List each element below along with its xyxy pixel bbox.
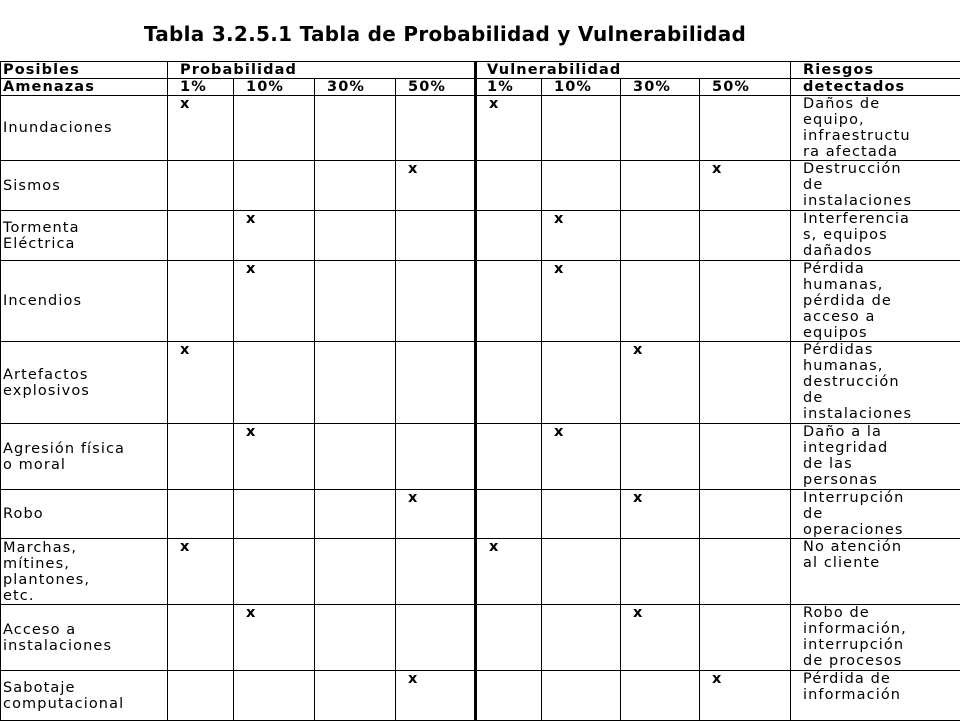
vulnerability-mark: x	[489, 96, 499, 112]
vuln-level-header: 50%	[700, 79, 791, 96]
vulnerability-cell	[621, 490, 700, 539]
threat-cell	[1, 261, 168, 342]
probability-cell	[396, 539, 476, 605]
threat-line: Artefactos	[3, 367, 167, 383]
prob-level-header: 1%	[168, 79, 234, 96]
threat-line: Inundaciones	[3, 120, 167, 136]
risk-cell	[791, 161, 960, 211]
probability-cell	[168, 161, 234, 211]
risk-line: al cliente	[803, 555, 960, 571]
probability-header: Probabilidad	[168, 62, 476, 79]
vulnerability-mark: x	[633, 342, 643, 358]
probability-mark: x	[246, 211, 256, 227]
vulnerability-cell	[700, 605, 791, 671]
threat-line: Acceso a	[3, 622, 167, 638]
header-row-2	[1, 79, 960, 96]
vulnerability-cell	[700, 96, 791, 161]
probability-cell	[315, 424, 396, 490]
table-row	[1, 605, 960, 671]
probability-cell	[315, 211, 396, 261]
vulnerability-cell	[476, 261, 542, 342]
threat-line: etc.	[3, 588, 167, 604]
vulnerability-cell	[621, 342, 700, 424]
vulnerability-cell	[700, 211, 791, 261]
vulnerability-cell	[542, 490, 621, 539]
risk-line: dañados	[803, 243, 960, 259]
probability-cell	[396, 96, 476, 161]
risk-line: Daño a la	[803, 424, 960, 440]
vulnerability-cell	[476, 424, 542, 490]
risk-line: Interferencia	[803, 211, 960, 227]
risk-line: equipos	[803, 325, 960, 341]
probability-cell	[168, 605, 234, 671]
vulnerability-cell	[621, 424, 700, 490]
vulnerability-cell	[542, 161, 621, 211]
vulnerability-cell	[621, 261, 700, 342]
vulnerability-cell	[542, 342, 621, 424]
table-row	[1, 211, 960, 261]
vulnerability-cell	[542, 261, 621, 342]
risk-line: de	[803, 177, 960, 193]
threat-line: mítines,	[3, 556, 167, 572]
threat-line: instalaciones	[3, 638, 167, 654]
vulnerability-header: Vulnerabilidad	[476, 62, 791, 79]
risk-line: de las	[803, 456, 960, 472]
vulnerability-cell	[476, 490, 542, 539]
risk-line: Daños de	[803, 96, 960, 112]
vulnerability-cell	[542, 424, 621, 490]
risks-header: Riesgos	[791, 62, 960, 79]
risk-line: interrupción	[803, 637, 960, 653]
threat-cell	[1, 605, 168, 671]
prob-level-header: 10%	[234, 79, 315, 96]
probability-cell	[234, 424, 315, 490]
probability-cell	[315, 539, 396, 605]
probability-cell	[315, 671, 396, 721]
probability-cell	[234, 671, 315, 721]
risk-line: Interrupción	[803, 490, 960, 506]
risk-line: información	[803, 687, 960, 703]
vuln-level-header: 10%	[542, 79, 621, 96]
table-row	[1, 261, 960, 342]
probability-cell	[234, 211, 315, 261]
risk-line: acceso a	[803, 309, 960, 325]
vulnerability-cell	[476, 539, 542, 605]
threat-line: Sismos	[3, 178, 167, 194]
threat-line: Robo	[3, 506, 167, 522]
vulnerability-cell	[621, 671, 700, 721]
risk-line: s, equipos	[803, 227, 960, 243]
risk-cell	[791, 342, 960, 424]
probability-cell	[234, 96, 315, 161]
probability-cell	[315, 342, 396, 424]
probability-cell	[315, 96, 396, 161]
risk-line: instalaciones	[803, 193, 960, 209]
probability-vulnerability-table	[0, 61, 960, 721]
risk-line: de	[803, 390, 960, 406]
risk-line: de procesos	[803, 653, 960, 669]
risk-cell	[791, 539, 960, 605]
vulnerability-cell	[542, 671, 621, 721]
risk-line: Pérdida	[803, 261, 960, 277]
vulnerability-cell	[476, 605, 542, 671]
risks-header-line2: detectados	[791, 79, 960, 96]
threat-cell	[1, 671, 168, 721]
vulnerability-cell	[476, 342, 542, 424]
probability-cell	[315, 261, 396, 342]
risk-line: infraestructu	[803, 128, 960, 144]
probability-cell	[168, 539, 234, 605]
vulnerability-cell	[476, 671, 542, 721]
risk-line: Pérdida de	[803, 671, 960, 687]
probability-cell	[168, 342, 234, 424]
vulnerability-cell	[476, 161, 542, 211]
threat-line: explosivos	[3, 383, 167, 399]
vulnerability-cell	[700, 161, 791, 211]
risk-cell	[791, 490, 960, 539]
risk-line: No atención	[803, 539, 960, 555]
risk-cell	[791, 605, 960, 671]
table-row	[1, 424, 960, 490]
vulnerability-cell	[700, 424, 791, 490]
risk-line: Destrucción	[803, 161, 960, 177]
risk-line: de	[803, 506, 960, 522]
threat-line: Agresión física	[3, 441, 167, 457]
vulnerability-cell	[700, 261, 791, 342]
risk-line: humanas,	[803, 277, 960, 293]
vulnerability-mark: x	[554, 424, 564, 440]
threats-header-line2: Amenazas	[1, 79, 168, 96]
header-row-1	[1, 62, 960, 79]
vulnerability-cell	[542, 96, 621, 161]
probability-cell	[315, 490, 396, 539]
probability-mark: x	[408, 490, 418, 506]
risk-cell	[791, 261, 960, 342]
risk-line: destrucción	[803, 374, 960, 390]
vulnerability-cell	[542, 211, 621, 261]
risk-line: Pérdidas	[803, 342, 960, 358]
threat-cell	[1, 539, 168, 605]
risk-line: información,	[803, 621, 960, 637]
threat-line: Eléctrica	[3, 236, 167, 252]
vulnerability-cell	[700, 671, 791, 721]
threat-cell	[1, 161, 168, 211]
probability-cell	[168, 96, 234, 161]
table-row	[1, 96, 960, 161]
table-row	[1, 161, 960, 211]
probability-cell	[396, 490, 476, 539]
probability-cell	[168, 211, 234, 261]
threat-line: plantones,	[3, 572, 167, 588]
risk-line: operaciones	[803, 522, 960, 538]
prob-level-header: 30%	[315, 79, 396, 96]
probability-mark: x	[408, 161, 418, 177]
threat-cell	[1, 424, 168, 490]
probability-cell	[396, 424, 476, 490]
probability-cell	[234, 261, 315, 342]
vulnerability-mark: x	[554, 211, 564, 227]
vuln-level-header: 1%	[476, 79, 542, 96]
probability-mark: x	[246, 605, 256, 621]
probability-mark: x	[408, 671, 418, 687]
risk-line: instalaciones	[803, 406, 960, 422]
table-row	[1, 342, 960, 424]
vulnerability-cell	[542, 605, 621, 671]
probability-cell	[396, 671, 476, 721]
probability-cell	[234, 490, 315, 539]
probability-mark: x	[246, 261, 256, 277]
probability-cell	[396, 342, 476, 424]
vulnerability-cell	[476, 96, 542, 161]
table-title: Tabla 3.2.5.1 Tabla de Probabilidad y Vulnerabilidad	[0, 22, 890, 46]
risk-cell	[791, 211, 960, 261]
vulnerability-mark: x	[554, 261, 564, 277]
threat-line: Tormenta	[3, 220, 167, 236]
vulnerability-mark: x	[633, 605, 643, 621]
probability-cell	[315, 161, 396, 211]
probability-cell	[396, 605, 476, 671]
threat-line: Marchas,	[3, 540, 167, 556]
probability-cell	[168, 424, 234, 490]
vulnerability-mark: x	[633, 490, 643, 506]
probability-cell	[168, 671, 234, 721]
table-row	[1, 671, 960, 721]
vulnerability-cell	[621, 605, 700, 671]
threat-cell	[1, 490, 168, 539]
risk-line: ra afectada	[803, 144, 960, 160]
table-row	[1, 490, 960, 539]
vulnerability-mark: x	[712, 161, 722, 177]
risk-line: Robo de	[803, 605, 960, 621]
vulnerability-cell	[700, 490, 791, 539]
probability-mark: x	[180, 539, 190, 555]
threat-line: o moral	[3, 457, 167, 473]
probability-mark: x	[180, 96, 190, 112]
probability-mark: x	[246, 424, 256, 440]
risk-line: humanas,	[803, 358, 960, 374]
probability-cell	[234, 539, 315, 605]
prob-level-header: 50%	[396, 79, 476, 96]
threat-cell	[1, 342, 168, 424]
probability-cell	[396, 261, 476, 342]
vulnerability-mark: x	[489, 539, 499, 555]
probability-cell	[315, 605, 396, 671]
probability-cell	[234, 605, 315, 671]
risk-cell	[791, 96, 960, 161]
vulnerability-mark: x	[712, 671, 722, 687]
risk-cell	[791, 671, 960, 721]
threats-header: Posibles	[1, 62, 168, 79]
threat-line: computacional	[3, 696, 167, 712]
probability-cell	[396, 211, 476, 261]
vulnerability-cell	[700, 342, 791, 424]
probability-cell	[234, 161, 315, 211]
risk-line: pérdida de	[803, 293, 960, 309]
threat-line: Sabotaje	[3, 680, 167, 696]
vulnerability-cell	[700, 539, 791, 605]
probability-cell	[234, 342, 315, 424]
vulnerability-cell	[621, 161, 700, 211]
threat-line: Incendios	[3, 293, 167, 309]
probability-cell	[396, 161, 476, 211]
risk-cell	[791, 424, 960, 490]
risk-line: equipo,	[803, 112, 960, 128]
vulnerability-cell	[621, 539, 700, 605]
vulnerability-cell	[621, 96, 700, 161]
probability-mark: x	[180, 342, 190, 358]
vulnerability-cell	[476, 211, 542, 261]
vulnerability-cell	[621, 211, 700, 261]
vulnerability-cell	[542, 539, 621, 605]
risk-line: personas	[803, 472, 960, 488]
threat-cell	[1, 211, 168, 261]
threat-cell	[1, 96, 168, 161]
risk-line: integridad	[803, 440, 960, 456]
vuln-level-header: 30%	[621, 79, 700, 96]
table-row	[1, 539, 960, 605]
probability-cell	[168, 261, 234, 342]
probability-cell	[168, 490, 234, 539]
